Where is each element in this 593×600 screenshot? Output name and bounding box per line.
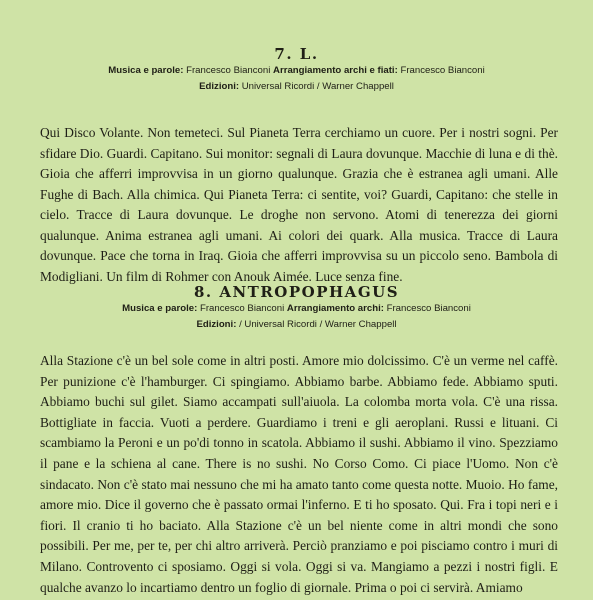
- credits-value: Francesco Bianconi: [386, 303, 471, 314]
- song-block-7: [0, 45, 593, 95]
- song-title: 7. L.: [274, 45, 319, 63]
- credits-label: Arrangiamento archi e fiati:: [273, 65, 398, 76]
- song-credits-authors: [0, 63, 593, 79]
- credits-label: Musica e parole:: [122, 303, 198, 314]
- song-credits-publisher: [0, 317, 593, 333]
- song-lyrics: Qui Disco Volante. Non temeteci. Sul Pianeta Terra cerchiamo un cuore. Per i nostri sogni. Per sfidare Dio. Guardi. Capitano. Sui monitor: segnali di Laura dovunque. Macchie di luna e di thè. Gioia che afferri improvvisa in un giorno qualunque. Grazia che è estranea agli umani. Alle Fughe di Bach. Alla chimica. Qui Pianeta Terra: ci sentite, voi? Guardi, Capitano: che stelle in cielo. Tracce di Laura dovunque. Le droghe non servono. Atomi di tenerezza dei giorni qualunque. Anima estranea agli umani. Ai colori dei quark. Alla musica. Tracce di Laura dovunque. Pace che torna in Iraq. Gioia che afferri improvvisa su un piccolo seno. Bambola di Modigliani. Un film di Rohmer con Anouk Aimée. Luce senza fine.: [40, 125, 558, 284]
- song-block-8: [0, 283, 593, 333]
- credits-value: / Universal Ricordi / Warner Chappell: [239, 319, 397, 330]
- song-credits-publisher: [0, 79, 593, 95]
- song-credits-authors: [0, 301, 593, 317]
- credits-label: Edizioni:: [196, 319, 237, 330]
- song-lyrics: Alla Stazione c'è un bel sole come in altri posti. Amore mio dolcissimo. C'è un verme nel caffè. Per punizione c'è l'hamburger. Ci spingiamo. Abbiamo barbe. Abbiamo fede. Abbiamo sputi. Abbiamo buchi sul gilet. Siamo accampati sull'aiuola. La colomba morta vola. C'è una rissa. Bottigliate in faccia. Vuoti a perdere. Guardiamo i treni e gli aeroplani. Russi e lituani. Ci scambiamo la Peroni e un po'di tonno in scatola. Abbiamo il sushi. Abbiamo il vino. Spezziamo il pane e la schiena al cane. There is no sushi. No Corso Como. Ci piace l'Uomo. Non c'è sindacato. Non c'è stato mai nessuno che mi ha amato tanto come questa notte. Muoio. Ho fame, amore mio. Dice il governo che è passato ormai l'inferno. E ti ho sposato. Qui. Fra i topi neri e i fiori. Il cranio ti ho baciato. Alla Stazione c'è un bel niente come in altri mondi che sono possibili. Per me, per te, per chi altro arriverà. Perciò pranziamo e poi pisciamo contro i muri di Milano. Controvento ci sposiamo. Oggi si vola. Oggi si va. Mangiamo a pezzi i nostri figli. E qualche avanzo lo incartiamo dentro un foglio di giornale. Prima o poi ci servirà. Amiamo: [40, 353, 558, 595]
- credits-value: Francesco Bianconi: [400, 65, 485, 76]
- credits-label: Musica e parole:: [108, 65, 184, 76]
- credits-value: Universal Ricordi / Warner Chappell: [241, 81, 394, 92]
- credits-label: Arrangiamento archi:: [286, 303, 384, 314]
- credits-label: Edizioni:: [199, 81, 240, 92]
- credits-value: Francesco Bianconi: [186, 65, 271, 76]
- credits-value: Francesco Bianconi: [199, 303, 285, 314]
- song-title: 8. ANTROPOPHAGUS: [193, 283, 400, 301]
